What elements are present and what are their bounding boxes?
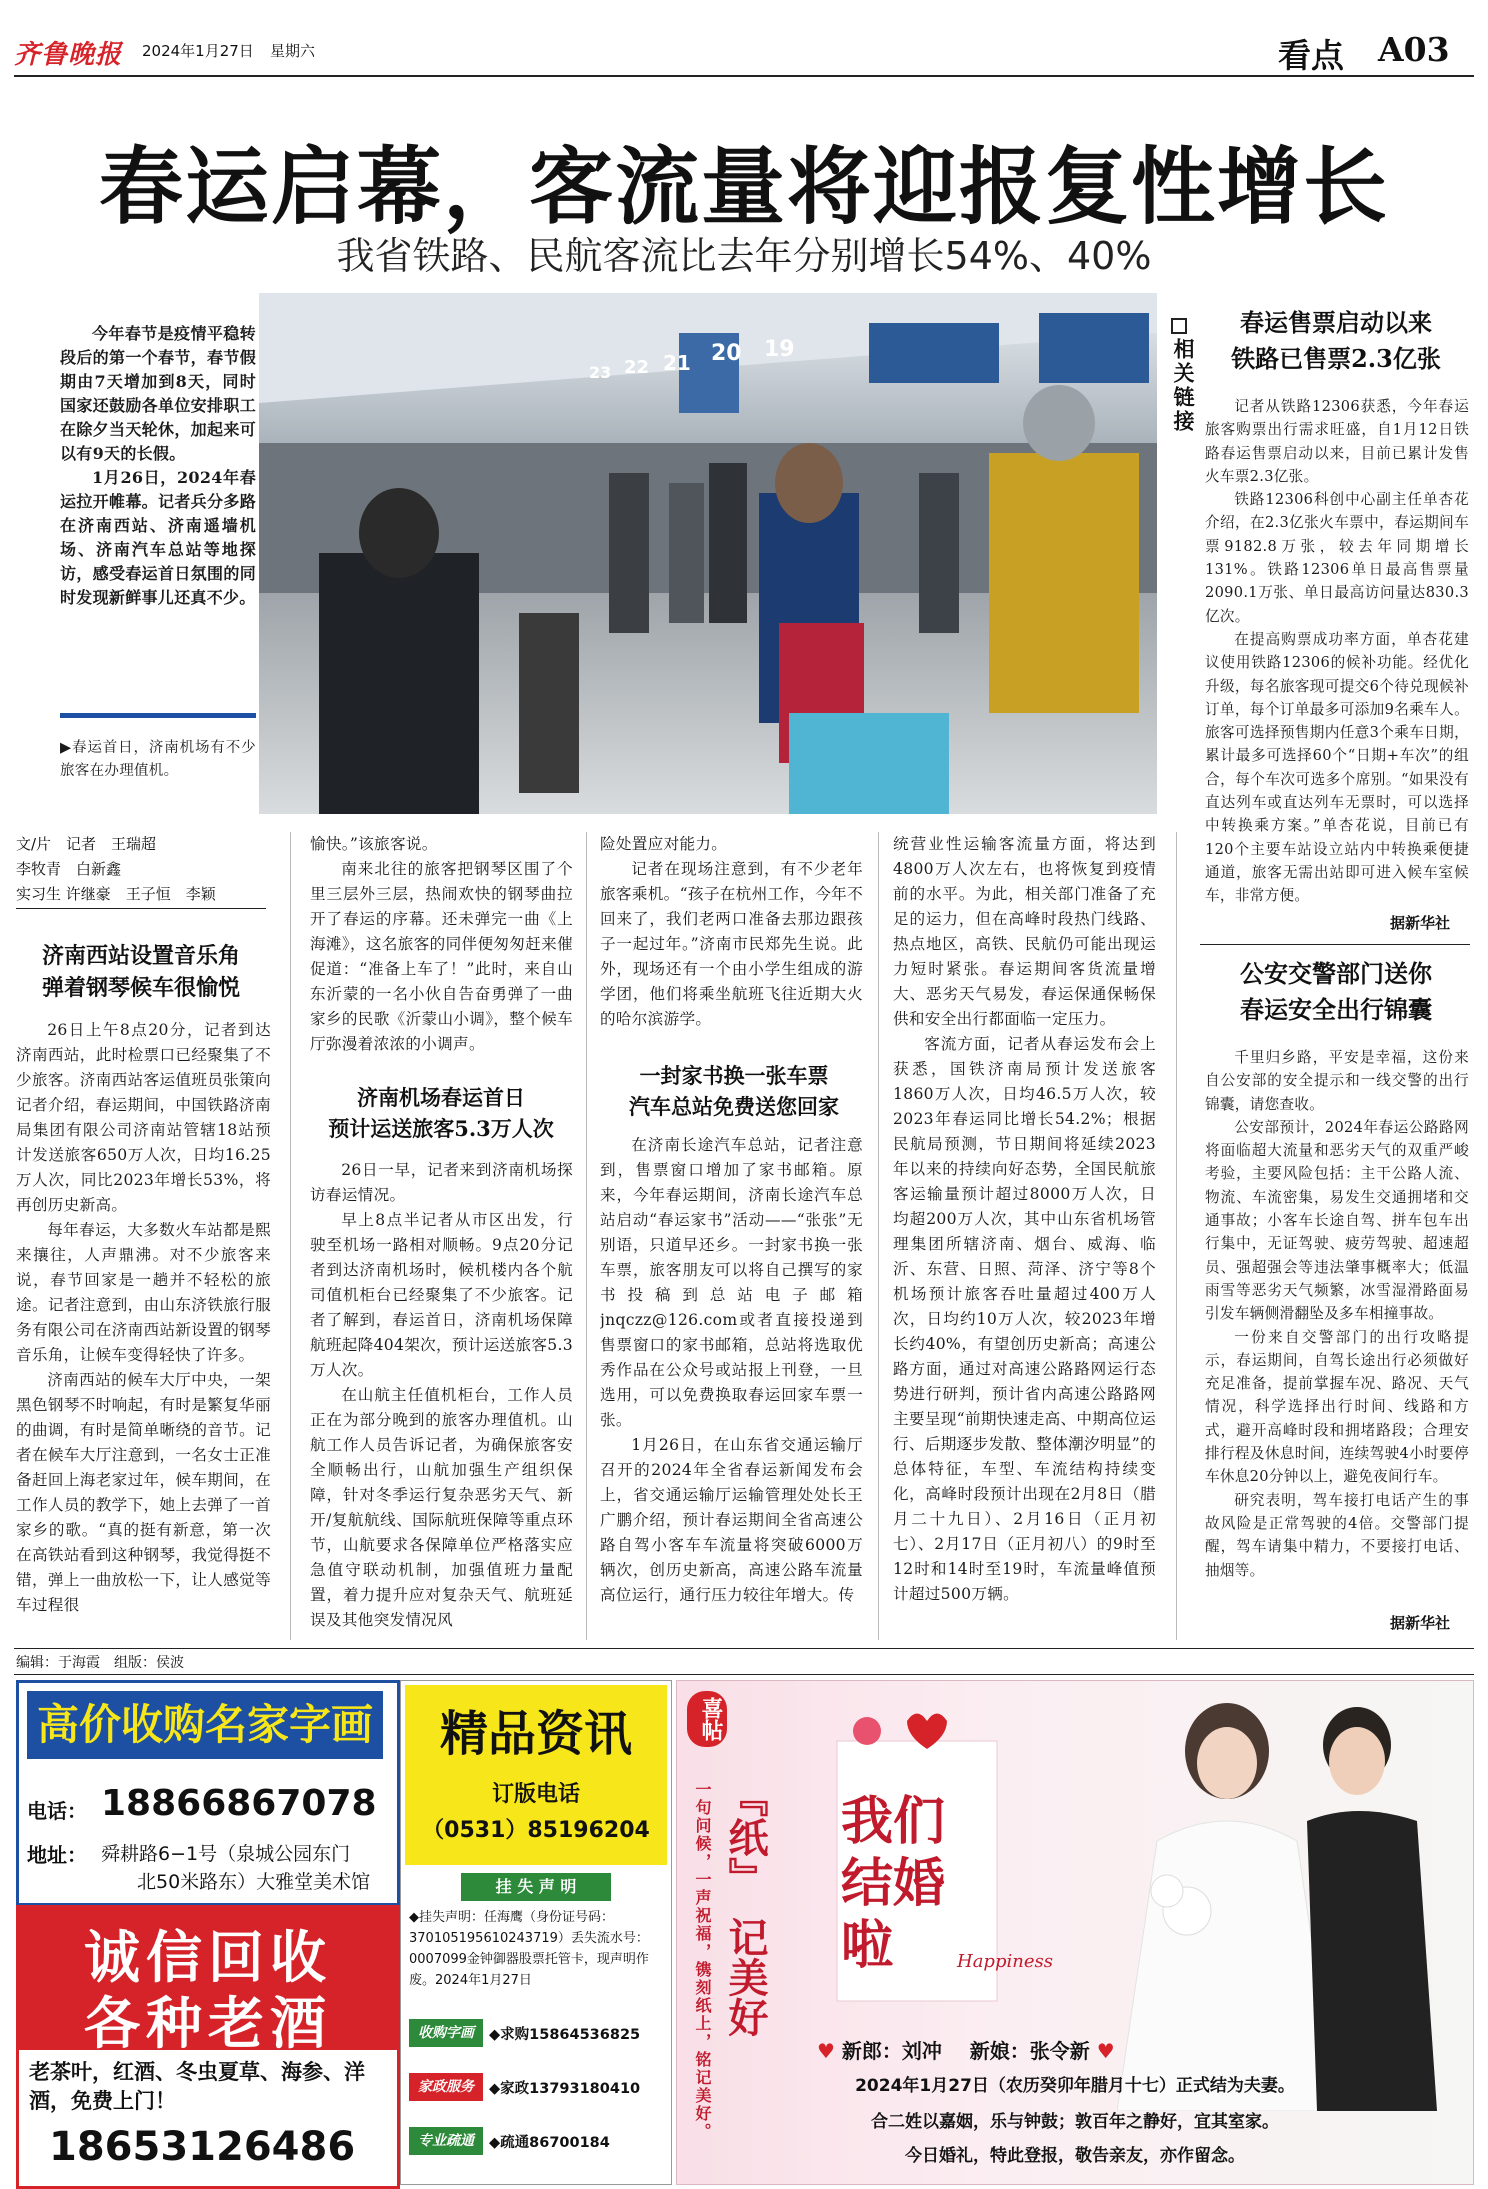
main-headline: 春运启幕，客流量将迎报复性增长 xyxy=(98,137,1389,236)
ad-wedding-tag: 喜帖 xyxy=(687,1691,727,1747)
story1-title-line-2: 弹着钢琴候车很愉悦 xyxy=(41,975,240,1001)
sidebar-divider xyxy=(1200,944,1470,945)
gate-sign-19: 19 xyxy=(764,337,795,362)
story3-para-2: 1月26日，在山东省交通运输厅召开的2024年全省春运新闻发布会上，省交通运输厅运输管理处处长王广鹏介绍，预计春运期间全省高速公路自驾小客车车流量将突破6000万辆次，创历史新高，高速公路车流量高位运行，通行压力较往年增大。传 xyxy=(600,1436,863,1604)
story1-para-2: 每年春运，大多数火车站都是熙来攘往，人声鼎沸。对不少旅客来说，春节回家是一趟并不轻松的旅途。记者注意到，由山东济铁旅行服务有限公司在济南西站新设置的钢琴音乐角，让候车变得轻快了许多。 xyxy=(16,1221,271,1364)
ad-calligraphy-addr-2: 北50米路东）大雅堂美术馆 xyxy=(137,1871,371,1893)
ad-liquor-desc: 老茶叶，红酒、冬虫夏草、海参、洋酒，免费上门！ xyxy=(29,2060,365,2113)
gate-sign-20: 20 xyxy=(711,341,742,366)
sidebar2-title-line-1: 公安交警部门送你 xyxy=(1240,959,1432,988)
ad-info-row-2-tag: 家政服务 xyxy=(409,2073,483,2101)
story1-para-1: 26日上午8点20分，记者到达济南西站，此时检票口已经聚集了不少旅客。济南西站客运值班员张策向记者介绍，春运期间，中国铁路济南局集团有限公司济南站管辖18站预计发送旅客650万人次，日均16.25万人次，同比2023年增长53%，将再创历史新高。 xyxy=(16,1021,271,1214)
section-name: 看点 xyxy=(1278,36,1344,75)
story1-para-4: 愉快。”该旅客说。 xyxy=(310,835,438,853)
photo-caption: ▶春运首日，济南机场有不少旅客在办理值机。 xyxy=(60,740,256,779)
lead-para-1: 今年春节是疫情平稳转段后的第一个春节，春节假期由7天增加到8天，同时国家还鼓励各单位安排职工在除夕当天轮休，加起来可以有9天的长假。 xyxy=(60,324,256,463)
sidebar2-title-line-2: 春运安全出行锦囊 xyxy=(1240,995,1432,1024)
ad-info-row-1-tag: 收购字画 xyxy=(409,2019,483,2047)
column-rule-4 xyxy=(1176,832,1177,1640)
story1-title xyxy=(16,940,266,1004)
ad-liquor xyxy=(16,1905,400,2189)
masthead-rule xyxy=(14,75,1474,77)
issue-weekday: 星期六 xyxy=(270,42,316,60)
ad-wedding-line-1: 2024年1月27日（农历癸卯年腊月十七）正式结为夫妻。 xyxy=(855,2076,1295,2096)
sidebar2-para-4: 研究表明，驾车接打电话产生的事故风险是正常驾驶的4倍。交警部门提醒，驾车请集中精力，不要接打电话、抽烟等。 xyxy=(1205,1491,1469,1579)
ads-top-rule xyxy=(14,1674,1474,1675)
story3-col3 xyxy=(600,1133,863,1640)
story2-title xyxy=(300,1082,582,1144)
column-rule-3 xyxy=(878,832,879,1640)
story3-para-1: 在济南长途汽车总站，记者注意到，售票窗口增加了家书邮箱。原来，今年春运期间，济南长途汽车总站启动“春运家书”活动——“张张”无别语，只道早还乡。一封家书换一张车票，旅客朋友可以将自己撰写的家书投稿到总站电子邮箱jnqczz@126.com或者直接投递到售票窗口的家书邮箱，总站将选取优秀作品在公众号或站报上刊登，一旦选用，可以免费换取春运回家车票一张。 xyxy=(600,1136,863,1429)
airport-photo xyxy=(259,293,1157,814)
ad-wedding-slogan: 一句问候，一声祝福，镌刻纸上，铭记美好。 xyxy=(693,1781,712,2141)
story2-para-5: 记者在现场注意到，有不少老年旅客乘机。“孩子在杭州工作，今年不回来了，我们老两口准备去那边跟孩子一起过年。”济南市民郑先生说。此外，现场还有一个由小学生组成的游学团，他们将乘坐航班飞往近期大火的哈尔滨游学。 xyxy=(600,860,863,1028)
ad-info-phone: （0531）85196204 xyxy=(422,1818,650,1843)
story2-col2 xyxy=(310,1158,573,1640)
story1-para-5: 南来北往的旅客把钢琴区围了个里三层外三层，热闹欢快的钢琴曲拉开了春运的序幕。还未弹完一曲《上海滩》，这名旅客的同伴便匆匆赶来催促道：“准备上车了！”此时，来自山东沂蒙的一名小伙自告奋勇弹了一曲家乡的民歌《沂蒙山小调》，整个候车厅弥漫着浓浓的小调声。 xyxy=(310,860,573,1053)
related-marker-icon xyxy=(1171,318,1187,334)
sidebar1-para-3: 在提高购票成功率方面，单杏花建议使用铁路12306的候补功能。经优化升级，每名旅客现可提交6个待兑现候补订单，每个订单最多可添加9名乘车人。旅客可选择预售期内任意3个乘车日期，累计最多可选择60个“日期+车次”的组合，每个车次可选多个席别。“如果没有直达列车或直达列车无票时，可以选择中转换乘方案。”单杏花说，目前已有120个主要车站设立站内中转换乘便捷通道，旅客无需出站即可进入候车室候车，非常方便。 xyxy=(1205,630,1469,905)
heart-icon: ♥ xyxy=(817,2039,835,2063)
ad-wedding xyxy=(676,1680,1474,2185)
lead-text xyxy=(60,322,256,610)
ad-liquor-title-2: 各种老酒 xyxy=(84,1991,332,2057)
sidebar1-title-line-1: 春运售票启动以来 xyxy=(1240,308,1432,337)
sidebar2-title xyxy=(1196,956,1476,1028)
footer-rule xyxy=(14,1648,1474,1649)
gate-sign-21: 21 xyxy=(663,351,691,375)
ad-info-row-2-text: ◆家政13793180410 xyxy=(489,2081,641,2097)
sidebar1-title xyxy=(1196,305,1476,377)
story3-title-line-2: 汽车总站免费送您回家 xyxy=(629,1094,839,1119)
sidebar1-para-2: 铁路12306科创中心副主任单杏花介绍，在2.3亿张火车票中，春运期间车票9182.8万张，较去年同期增长131%。铁路12306单日最高售票量2090.1万张、单日最高访问量达830.3亿次。 xyxy=(1205,491,1469,625)
story3-para-4: 客流方面，记者从春运发布会上获悉，国铁济南局预计发送旅客1860万人次，日均46.5万人次，较2023年春运同比增长54.2%；根据民航局预测，节日期间将延续2023年以来的持续向好态势，全国民航旅客运输量预计超过8000万人次，日均超200万人次，其中山东省机场管理集团所辖济南、烟台、威海、临沂、东营、日照、菏泽、济宁等8个机场预计旅客吞吐量超过400万人次，日均约10万人次，较2023年增长约40%，有望创历史新高；高速公路方面，通过对高速公路路网运行态势进行研判，预计省内高速公路路网主要呈现“前期快速走高、中期高位运行、后期逐步发散、整体潮汐明显”的总体特征，车型、车流结构持续变化，高峰时段预计出现在2月8日（腊月二十九日）、2月16日（正月初七）、2月17日（正月初八）的9时至12时和14时至19时，车流量峰值预计超过500万辆。 xyxy=(893,1035,1156,1603)
column-rule-2 xyxy=(586,832,587,1640)
ad-info xyxy=(400,1680,672,2185)
story2-para-1: 26日一早，记者来到济南机场探访春运情况。 xyxy=(310,1161,573,1204)
ad-wedding-happiness: Happiness xyxy=(957,1951,1053,1972)
byline-line-2: 李牧青 白新鑫 xyxy=(16,860,122,878)
byline-rule xyxy=(16,908,266,909)
ad-info-title: 精品资讯 xyxy=(439,1706,632,1762)
byline-line-1: 文/片 记者 王瑞超 xyxy=(16,835,157,853)
story1-title-line-1: 济南西站设置音乐角 xyxy=(41,943,240,969)
ad-info-row-1 xyxy=(409,2011,665,2055)
ad-info-row-3 xyxy=(409,2119,665,2163)
ad-info-notice-title: 挂 失 声 明 xyxy=(461,1873,611,1901)
story3-title xyxy=(593,1060,875,1122)
lead-rule xyxy=(60,713,256,718)
story2-para-2: 早上8点半记者从市区出发，行驶至机场一路相对顺畅。9点20分记者到达济南机场时，候机楼内各个航司值机柜台已经聚集了不少旅客。记者了解到，春运首日，济南机场保障航班起降404架次，预计运送旅客5.3万人次。 xyxy=(310,1211,573,1379)
bride-label: 新娘： xyxy=(969,2039,1030,2063)
heart-icon-right: ♥ xyxy=(1096,2039,1115,2063)
byline xyxy=(16,832,266,907)
sidebar2-source: 据新华社 xyxy=(1386,1612,1450,1633)
ad-wedding-vert-a: 『纸』 xyxy=(722,1777,769,1897)
sidebar2-para-2: 公安部预计，2024年春运公路路网将面临超大流量和恶劣天气的双重严峻考验，主要风险包括：主干公路人流、物流、车流密集，易发生交通拥堵和交通事故；小客车长途自驾、拼车包车出行集中，无证驾驶、疲劳驾驶、超速超员、强超强会等违法肇事概率大；低温雨雪等恶劣天气频繁，冰雪湿滑路面易引发车辆侧滑翻坠及多车相撞事故。 xyxy=(1205,1118,1469,1323)
gate-sign-22: 22 xyxy=(624,357,650,378)
story3-title-line-1: 一封家书换一张车票 xyxy=(639,1063,829,1088)
main-subheadline: 我省铁路、民航客流比去年分别增长54%、40% xyxy=(336,234,1152,278)
ad-wedding-vert-b: 记美好 xyxy=(722,1917,769,2037)
ad-liquor-phone: 18653126486 xyxy=(49,2124,356,2170)
related-label: 相关链接 xyxy=(1171,338,1196,434)
groom-name: 刘冲 xyxy=(901,2039,942,2063)
sidebar1-body xyxy=(1205,395,1469,935)
story2-para-4: 险处置应对能力。 xyxy=(600,835,728,853)
page-number: A03 xyxy=(1378,30,1450,69)
editors-credit: 编辑：于海霞 组版：侯波 xyxy=(16,1655,184,1671)
byline-line-3: 实习生 许继豪 王子恒 李颖 xyxy=(16,885,216,903)
ad-wedding-line-2: 合二姓以嘉姻，乐与钟鼓；敦百年之静好，宜其室家。 xyxy=(871,2112,1279,2132)
ad-calligraphy-addr-1: 舜耕路6−1号（泉城公园东门 xyxy=(101,1843,351,1865)
ad-wedding-names xyxy=(817,2035,1267,2064)
story2-para-3: 在山航主任值机柜台，工作人员正在为部分晚到的旅客办理值机。山航工作人员告诉记者，为确保旅客安全顺畅出行，山航加强生产组织保障，针对冬季运行复杂恶劣天气、新开/复航航线、国际航班保障等重点环节，山航要求各保障单位严格落实应急值守联动机制，加强值班力量配置，着力提升应对复杂天气、航班延误及其他突发情况风 xyxy=(310,1386,573,1629)
paper-logo: 齐鲁晚报 xyxy=(14,40,123,70)
ad-calligraphy-addr-label: 地址： xyxy=(27,1843,87,1867)
story2-col3 xyxy=(600,832,863,1062)
story1-col1 xyxy=(16,1018,271,1640)
ad-info-row-1-text: ◆求购15864536825 xyxy=(489,2027,641,2043)
story1-para-3: 济南西站的候车大厅中央，一架黑色钢琴不时响起，有时是繁复华丽的曲调，有时是简单晰绕的音节。记者在候车大厅注意到，一名女士正准备赶回上海老家过年，候车期间，在工作人员的教学下，她上去弹了一首家乡的歌。“真的挺有新意，第一次在高铁站看到这种钢琴，我觉得挺不错，弹上一曲放松一下，让人感觉等车过程很 xyxy=(16,1371,271,1614)
ad-liquor-title-1: 诚信回收 xyxy=(84,1925,332,1991)
sidebar1-para-1: 记者从铁路12306获悉，今年春运旅客购票出行需求旺盛，自1月12日铁路春运售票启动以来，目前已累计发售火车票2.3亿张。 xyxy=(1205,398,1469,485)
ad-info-row-2 xyxy=(409,2065,665,2109)
ad-calligraphy xyxy=(16,1680,400,1906)
bride-name: 张令新 xyxy=(1029,2039,1090,2063)
column-rule-1 xyxy=(290,832,291,1640)
sidebar1-source: 据新华社 xyxy=(1386,912,1450,933)
gate-sign-23: 23 xyxy=(589,363,612,382)
ad-info-row-3-tag: 专业疏通 xyxy=(409,2127,483,2155)
issue-date: 2024年1月27日 xyxy=(142,42,254,60)
sidebar2-para-3: 一份来自交警部门的出行攻略提示，春运期间，自驾长途出行必须做好充足准备，提前掌握车况、路况、天气情况，科学选择出行时间、线路和方式，避开高峰时段和拥堵路段；合理安排行程及休息时间，连续驾驶4小时要停车休息20分钟以上，避免夜间行车。 xyxy=(1205,1328,1469,1486)
story1-col2 xyxy=(310,832,573,1092)
airport-hall-illustration xyxy=(259,293,1157,814)
sidebar1-title-line-2: 铁路已售票2.3亿张 xyxy=(1231,344,1441,373)
sidebar2-para-1: 千里归乡路，平安是幸福，这份来自公安部的安全提示和一线交警的出行锦囊，请您查收。 xyxy=(1205,1049,1469,1113)
story2-title-line-1: 济南机场春运首日 xyxy=(357,1085,525,1110)
related-label-box xyxy=(1168,318,1196,434)
story3-para-3: 统营业性运输客流量方面，将达到4800万人次左右，也将恢复到疫情前的水平。为此，相关部门准备了充足的运力，但在高峰时段热门线路、热点地区，高铁、民航仍可能出现运力短时紧张。春运期间客货流量增大、恶劣天气易发，春运保通保畅保供和安全出行都面临一定压力。 xyxy=(893,835,1156,1028)
sidebar2-body xyxy=(1205,1046,1469,1640)
groom-label: 新郎： xyxy=(841,2039,902,2063)
ad-info-sub: 订版电话 xyxy=(491,1782,580,1807)
story3-col4 xyxy=(893,832,1156,1640)
ad-calligraphy-phone: 18866867078 xyxy=(101,1783,377,1824)
ad-wedding-big-title: 我们结婚啦 xyxy=(841,1791,946,1976)
ad-calligraphy-phone-label: 电话： xyxy=(27,1799,87,1823)
story2-title-line-2: 预计运送旅客5.3万人次 xyxy=(328,1116,554,1141)
ad-wedding-line-3: 今日婚礼，特此登报，敬告亲友，亦作留念。 xyxy=(905,2146,1245,2166)
ad-info-row-3-text: ◆疏通86700184 xyxy=(489,2135,610,2151)
ad-calligraphy-title: 高价收购名家字画 xyxy=(27,1691,383,1759)
ad-info-notice-text: ◆挂失声明：任海鹰（身份证号码：370105195610243719）丢失流水号：0007099金钟御器股票托管卡，现声明作废。2024年1月27日 xyxy=(409,1910,649,1988)
lead-para-2: 1月26日，2024年春运拉开帷幕。记者兵分多路在济南西站、济南遥墙机场、济南汽车总站等地探访，感受春运首日氛围的同时发现新鲜事儿还真不少。 xyxy=(60,468,256,607)
